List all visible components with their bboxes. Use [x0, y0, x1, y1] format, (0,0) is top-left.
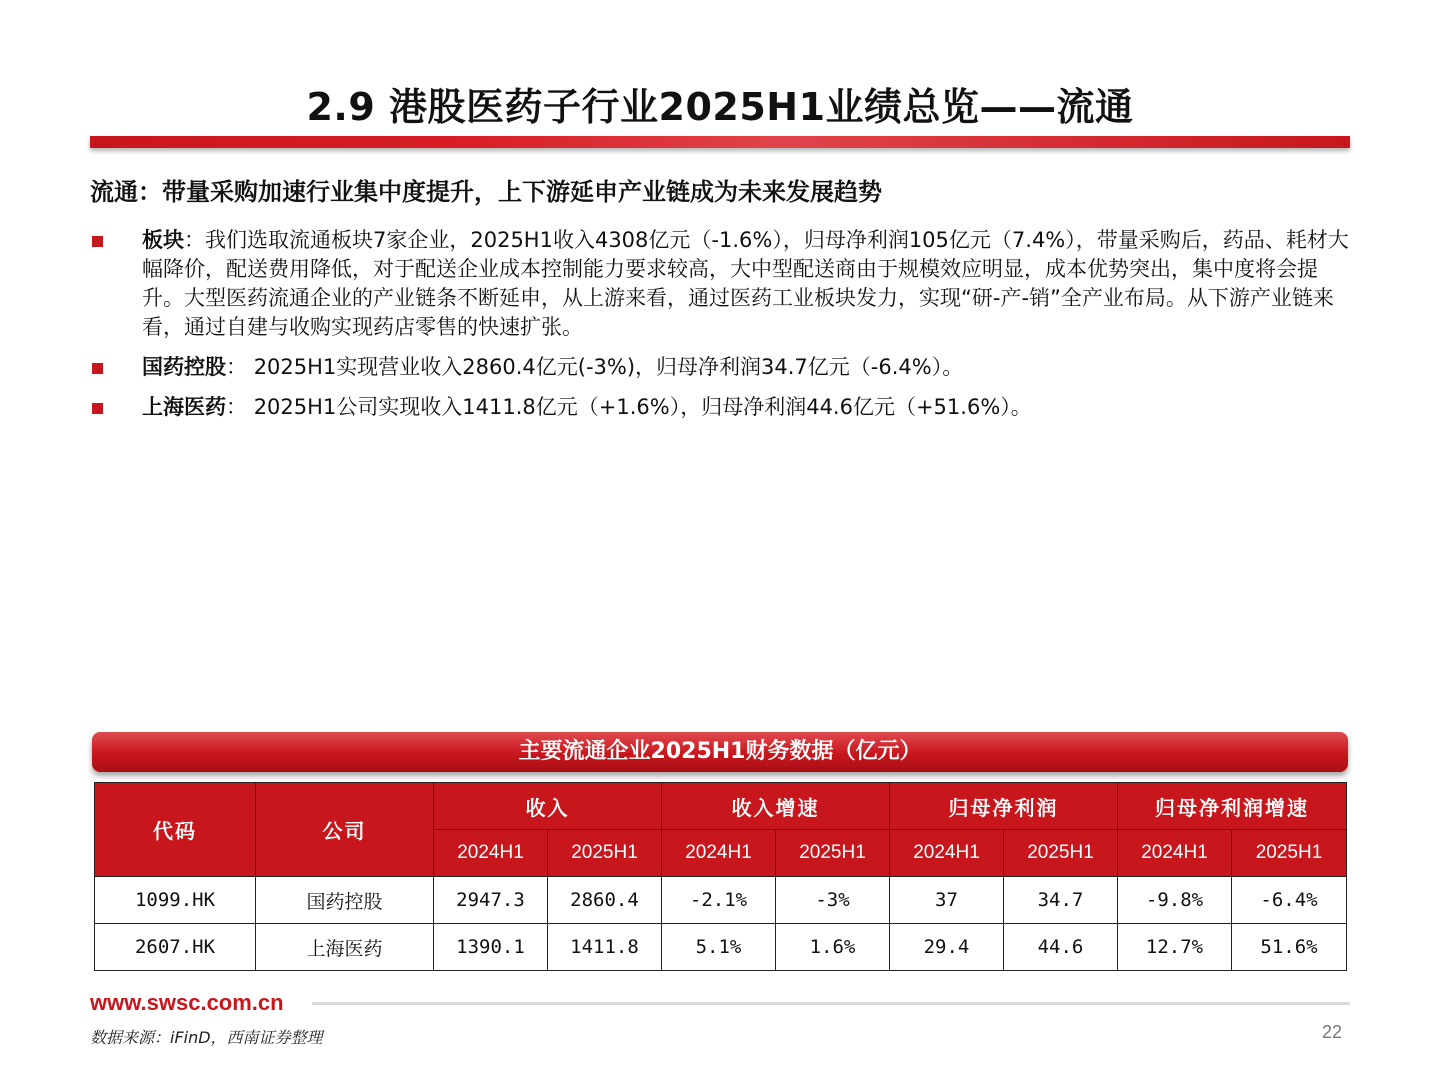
- header-period: 2024H1: [662, 830, 776, 877]
- cell-value: -9.8%: [1118, 877, 1232, 924]
- header-period: 2024H1: [434, 830, 548, 877]
- header-group-revenue: 收入: [434, 783, 662, 830]
- cell-value: 12.7%: [1118, 924, 1232, 971]
- header-period: 2024H1: [890, 830, 1004, 877]
- footer-divider: [312, 1002, 1350, 1005]
- cell-company: 上海医药: [256, 924, 434, 971]
- cell-value: 1.6%: [776, 924, 890, 971]
- red-square-bullet-icon: [92, 403, 103, 414]
- data-source-note: 数据来源：iFinD，西南证券整理: [90, 1028, 323, 1047]
- table-row: [95, 877, 1347, 924]
- cell-value: 1390.1: [434, 924, 548, 971]
- header-code: 代码: [95, 783, 256, 877]
- header-group-net-profit: 归母净利润: [890, 783, 1118, 830]
- page-title: 2.9 港股医药子行业2025H1业绩总览——流通: [306, 85, 1134, 129]
- cell-value: 5.1%: [662, 924, 776, 971]
- financial-data-table: [94, 782, 1347, 971]
- section-subtitle: 流通：带量采购加速行业集中度提升，上下游延申产业链成为未来发展趋势: [90, 178, 882, 206]
- cell-value: 34.7: [1004, 877, 1118, 924]
- bullet-label: 板块: [142, 228, 184, 252]
- header-group-net-profit-growth: 归母净利润增速: [1118, 783, 1347, 830]
- red-square-bullet-icon: [92, 363, 103, 374]
- header-period: 2025H1: [776, 830, 890, 877]
- cell-value: 1411.8: [548, 924, 662, 971]
- cell-value: -3%: [776, 877, 890, 924]
- header-company: 公司: [256, 783, 434, 877]
- cell-value: 37: [890, 877, 1004, 924]
- bullet-text: 我们选取流通板块7家企业，2025H1收入4308亿元（-1.6%），归母净利润105亿元（7.4%），带量采购后，药品、耗材大幅降价，配送费用降低，对于配送企业成本控制能力要求较高，大中型配送商由于规模效应明显，成本优势突出，集中度将会提升。大型医药流通企业的产业链条不断延申，从上游来看，通过医药工业板块发力，实现“研-产-销”全产业布局。从下游产业链来看，通过自建与收购实现药店零售的快速扩张。: [142, 228, 1349, 339]
- bullet-list: [90, 226, 1358, 433]
- bullet-sinopharm: [90, 353, 1358, 382]
- bullet-separator: ：: [226, 355, 254, 379]
- header-period: 2025H1: [1004, 830, 1118, 877]
- bullet-separator: ：: [184, 228, 205, 252]
- table-row: [95, 924, 1347, 971]
- bullet-label: 国药控股: [142, 355, 226, 379]
- footer-website-link[interactable]: www.swsc.com.cn: [90, 990, 284, 1015]
- bullet-separator: ：: [226, 395, 254, 419]
- red-square-bullet-icon: [92, 236, 103, 247]
- header-period: 2025H1: [548, 830, 662, 877]
- header-period: 2025H1: [1232, 830, 1347, 877]
- bullet-text: 2025H1实现营业收入2860.4亿元(-3%)，归母净利润34.7亿元（-6.4%）。: [253, 355, 964, 379]
- table-banner: 主要流通企业2025H1财务数据（亿元）: [92, 732, 1348, 772]
- cell-company: 国药控股: [256, 877, 434, 924]
- header-group-revenue-growth: 收入增速: [662, 783, 890, 830]
- cell-value: 2860.4: [548, 877, 662, 924]
- bullet-label: 上海医药: [142, 395, 226, 419]
- cell-code: 2607.HK: [95, 924, 256, 971]
- bullet-shanghai-pharma: [90, 393, 1358, 422]
- header-period: 2024H1: [1118, 830, 1232, 877]
- cell-value: 51.6%: [1232, 924, 1347, 971]
- cell-value: 2947.3: [434, 877, 548, 924]
- page-number: 22: [1322, 1022, 1343, 1042]
- cell-value: 44.6: [1004, 924, 1118, 971]
- cell-value: -2.1%: [662, 877, 776, 924]
- bullet-text: 2025H1公司实现收入1411.8亿元（+1.6%），归母净利润44.6亿元（+51.6%）。: [253, 395, 1032, 419]
- cell-value: 29.4: [890, 924, 1004, 971]
- title-underline-bar: [90, 136, 1350, 148]
- cell-value: -6.4%: [1232, 877, 1347, 924]
- cell-code: 1099.HK: [95, 877, 256, 924]
- bullet-sector: [90, 226, 1358, 342]
